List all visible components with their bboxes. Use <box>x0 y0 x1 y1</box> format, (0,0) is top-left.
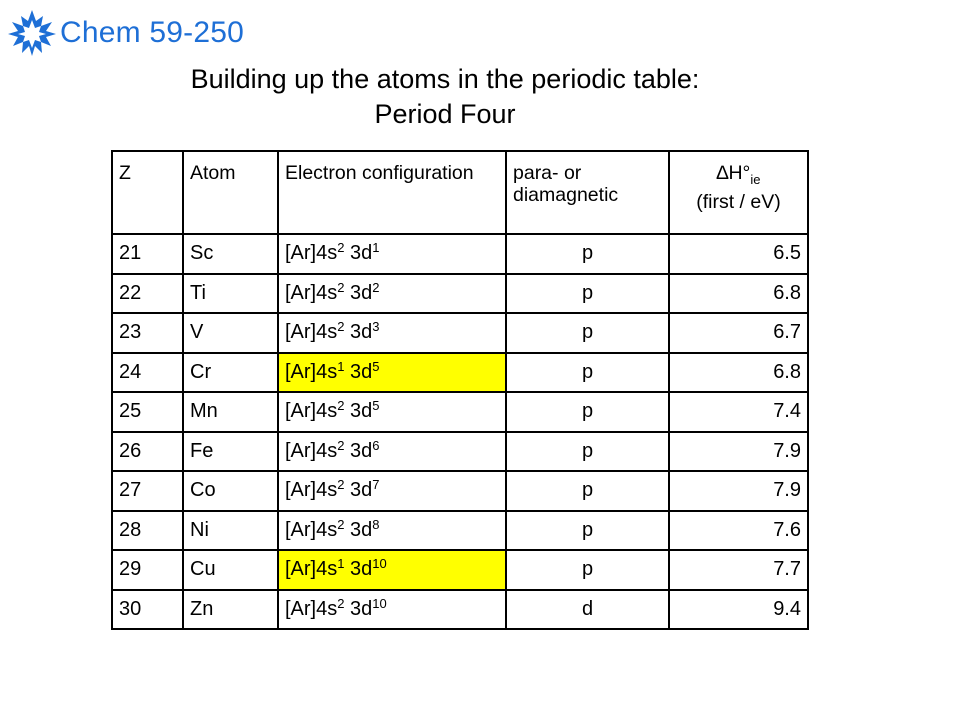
table-row <box>112 432 808 472</box>
cell-atom: Cr <box>183 353 278 393</box>
config-core: [Ar]4s <box>285 360 338 383</box>
config-d-exponent: 3 <box>372 319 380 335</box>
table-row <box>112 392 808 432</box>
cell-magnetism: p <box>506 471 669 511</box>
config-s-exponent: 2 <box>337 595 345 611</box>
header-atom: Atom <box>183 151 278 234</box>
config-s-exponent: 1 <box>337 556 345 572</box>
cell-electron-configuration <box>278 590 506 630</box>
cell-magnetism: p <box>506 511 669 551</box>
table-row <box>112 313 808 353</box>
cell-z: 22 <box>112 274 183 314</box>
config-d-exponent: 2 <box>372 279 380 295</box>
config-d-label: 3d <box>350 439 373 462</box>
cell-z: 23 <box>112 313 183 353</box>
config-s-exponent: 2 <box>337 240 345 256</box>
cell-electron-configuration <box>278 471 506 511</box>
config-s-exponent: 2 <box>337 477 345 493</box>
slide-header <box>6 8 244 58</box>
config-core: [Ar]4s <box>285 597 338 620</box>
config-d-exponent: 10 <box>372 595 387 611</box>
cell-z: 28 <box>112 511 183 551</box>
dh-symbol-line <box>676 162 801 191</box>
cell-ionization-enthalpy: 6.5 <box>669 234 808 274</box>
cell-electron-configuration <box>278 511 506 551</box>
cell-electron-configuration <box>278 432 506 472</box>
cell-atom: Zn <box>183 590 278 630</box>
dh-unit: (first / eV) <box>696 191 781 213</box>
config-s-exponent: 2 <box>337 516 345 532</box>
cell-z: 30 <box>112 590 183 630</box>
config-d-exponent: 6 <box>372 437 380 453</box>
config-d-exponent: 8 <box>372 516 380 532</box>
title-line-2: Period Four <box>374 99 516 129</box>
cell-z: 21 <box>112 234 183 274</box>
config-core: [Ar]4s <box>285 518 338 541</box>
cell-atom: Sc <box>183 234 278 274</box>
dh-subscript: ie <box>750 172 761 187</box>
config-core: [Ar]4s <box>285 321 338 344</box>
config-d-label: 3d <box>350 558 373 581</box>
cell-atom: Co <box>183 471 278 511</box>
cell-atom: Ni <box>183 511 278 551</box>
cell-magnetism: p <box>506 313 669 353</box>
config-core: [Ar]4s <box>285 439 338 462</box>
config-s-exponent: 2 <box>337 437 345 453</box>
cell-z: 24 <box>112 353 183 393</box>
cell-ionization-enthalpy: 6.7 <box>669 313 808 353</box>
table-row <box>112 234 808 274</box>
header-ionization-enthalpy <box>669 151 808 234</box>
cell-magnetism: p <box>506 432 669 472</box>
course-label: Chem 59-250 <box>60 16 244 49</box>
cell-magnetism: p <box>506 392 669 432</box>
cell-electron-configuration <box>278 353 506 393</box>
cell-ionization-enthalpy: 7.9 <box>669 471 808 511</box>
cell-z: 29 <box>112 550 183 590</box>
config-core: [Ar]4s <box>285 400 338 423</box>
slide-title <box>0 62 890 132</box>
config-d-label: 3d <box>350 597 373 620</box>
config-d-exponent: 7 <box>372 477 380 493</box>
cell-atom: V <box>183 313 278 353</box>
cell-electron-configuration <box>278 392 506 432</box>
cell-ionization-enthalpy: 7.7 <box>669 550 808 590</box>
config-d-exponent: 1 <box>372 240 380 256</box>
cell-electron-configuration <box>278 550 506 590</box>
table-row <box>112 471 808 511</box>
cell-ionization-enthalpy: 9.4 <box>669 590 808 630</box>
config-d-label: 3d <box>350 281 373 304</box>
table-row <box>112 353 808 393</box>
config-s-exponent: 1 <box>337 358 345 374</box>
cell-electron-configuration <box>278 274 506 314</box>
period-four-table <box>111 150 809 630</box>
config-d-exponent: 5 <box>372 358 380 374</box>
config-core: [Ar]4s <box>285 558 338 581</box>
header-electron-configuration: Electron configuration <box>278 151 506 234</box>
cell-z: 27 <box>112 471 183 511</box>
config-d-label: 3d <box>350 479 373 502</box>
cell-z: 26 <box>112 432 183 472</box>
config-d-exponent: 10 <box>372 556 387 572</box>
cell-ionization-enthalpy: 7.6 <box>669 511 808 551</box>
cell-magnetism: p <box>506 353 669 393</box>
config-core: [Ar]4s <box>285 479 338 502</box>
cell-ionization-enthalpy: 6.8 <box>669 274 808 314</box>
config-d-label: 3d <box>350 321 373 344</box>
config-d-label: 3d <box>350 242 373 265</box>
table-row <box>112 274 808 314</box>
header-z: Z <box>112 151 183 234</box>
cell-atom: Ti <box>183 274 278 314</box>
config-d-label: 3d <box>350 360 373 383</box>
cell-atom: Fe <box>183 432 278 472</box>
table-row <box>112 590 808 630</box>
cell-z: 25 <box>112 392 183 432</box>
dh-symbol: ∆H° <box>716 162 751 184</box>
cell-magnetism: p <box>506 550 669 590</box>
maple-leaf-logo-icon <box>6 8 58 58</box>
config-d-exponent: 5 <box>372 398 380 414</box>
cell-atom: Cu <box>183 550 278 590</box>
title-line-1: Building up the atoms in the periodic table: <box>190 64 700 94</box>
cell-magnetism: p <box>506 234 669 274</box>
table-row <box>112 550 808 590</box>
table-header-row <box>112 151 808 234</box>
config-core: [Ar]4s <box>285 281 338 304</box>
config-s-exponent: 2 <box>337 398 345 414</box>
config-core: [Ar]4s <box>285 242 338 265</box>
cell-magnetism: d <box>506 590 669 630</box>
cell-ionization-enthalpy: 6.8 <box>669 353 808 393</box>
config-d-label: 3d <box>350 518 373 541</box>
cell-ionization-enthalpy: 7.9 <box>669 432 808 472</box>
cell-ionization-enthalpy: 7.4 <box>669 392 808 432</box>
header-magnetism: para- or diamagnetic <box>506 151 669 234</box>
cell-atom: Mn <box>183 392 278 432</box>
cell-magnetism: p <box>506 274 669 314</box>
config-d-label: 3d <box>350 400 373 423</box>
table-row <box>112 511 808 551</box>
cell-electron-configuration <box>278 234 506 274</box>
config-s-exponent: 2 <box>337 279 345 295</box>
config-s-exponent: 2 <box>337 319 345 335</box>
cell-electron-configuration <box>278 313 506 353</box>
